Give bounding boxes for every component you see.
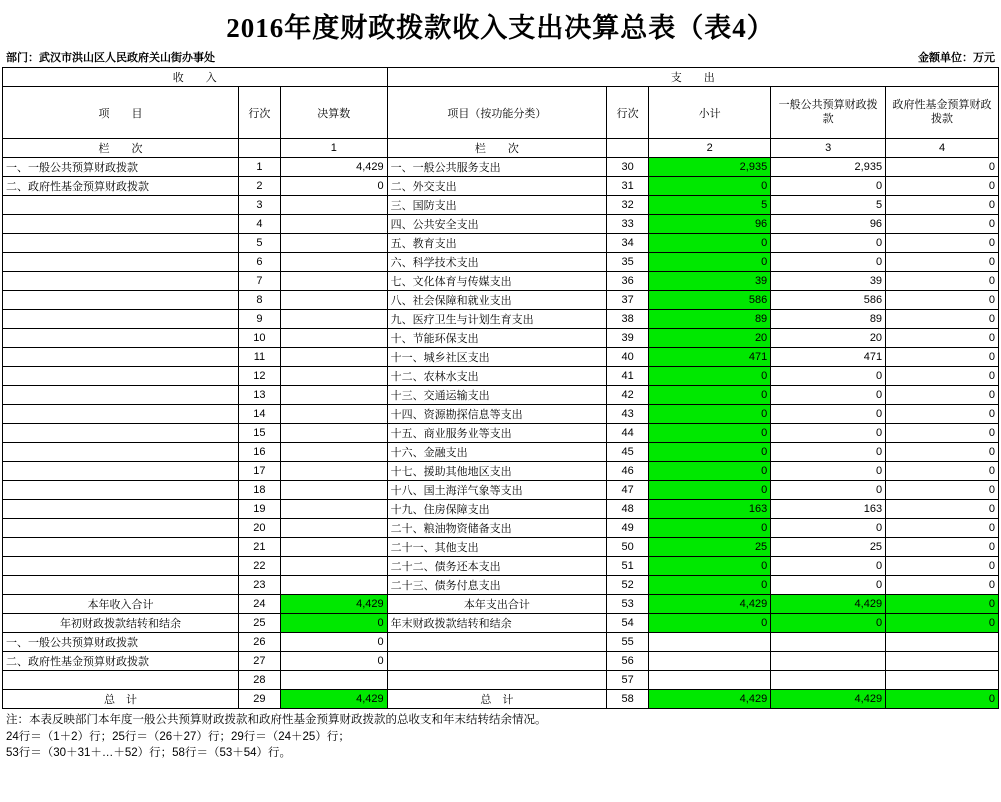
table-row (3, 177, 999, 196)
income-item-cell (3, 367, 239, 386)
income-amount-cell (280, 253, 387, 272)
expense-line-cell: 43 (607, 405, 649, 424)
income-line-cell: 27 (238, 652, 280, 671)
col-number-2: 2 (649, 139, 771, 158)
expense-line-cell: 54 (607, 614, 649, 633)
income-line-cell: 22 (238, 557, 280, 576)
expense-fund-cell: 0 (886, 177, 999, 196)
header-expense-subtotal: 小计 (649, 87, 771, 139)
expense-general-cell: 4,429 (771, 690, 886, 709)
expense-line-cell: 49 (607, 519, 649, 538)
income-line-cell: 12 (238, 367, 280, 386)
expense-fund-cell (886, 671, 999, 690)
income-item-cell: 总 计 (3, 690, 239, 709)
expense-fund-cell: 0 (886, 557, 999, 576)
income-line-cell: 4 (238, 215, 280, 234)
table-row (3, 329, 999, 348)
expense-fund-cell: 0 (886, 215, 999, 234)
expense-subtotal-cell: 0 (649, 253, 771, 272)
expense-fund-cell: 0 (886, 481, 999, 500)
expense-item-cell: 十八、国土海洋气象等支出 (387, 481, 606, 500)
income-item-cell: 二、政府性基金预算财政拨款 (3, 652, 239, 671)
expense-line-cell: 41 (607, 367, 649, 386)
table-row (3, 500, 999, 519)
expense-subtotal-cell: 0 (649, 462, 771, 481)
expense-subtotal-cell: 0 (649, 234, 771, 253)
expense-fund-cell: 0 (886, 386, 999, 405)
income-line-cell: 2 (238, 177, 280, 196)
expense-subtotal-cell: 4,429 (649, 690, 771, 709)
report-page (0, 6, 1001, 802)
table-summary-row (3, 595, 999, 614)
expense-general-cell: 0 (771, 424, 886, 443)
income-amount-cell: 0 (280, 614, 387, 633)
expense-line-cell: 39 (607, 329, 649, 348)
expense-item-cell: 二十一、其他支出 (387, 538, 606, 557)
expense-item-cell (387, 633, 606, 652)
expense-item-cell (387, 652, 606, 671)
income-line-cell: 25 (238, 614, 280, 633)
expense-line-cell: 56 (607, 652, 649, 671)
expense-item-cell: 年末财政拨款结转和结余 (387, 614, 606, 633)
expense-line-cell: 52 (607, 576, 649, 595)
expense-general-cell: 20 (771, 329, 886, 348)
expense-fund-cell: 0 (886, 348, 999, 367)
expense-fund-cell: 0 (886, 443, 999, 462)
column-number-row (3, 139, 999, 158)
income-line-cell: 19 (238, 500, 280, 519)
expense-subtotal-cell (649, 633, 771, 652)
expense-item-cell (387, 671, 606, 690)
income-amount-cell (280, 462, 387, 481)
header-expense-general: 一般公共预算财政拨款 (771, 87, 886, 139)
expense-line-cell: 33 (607, 215, 649, 234)
table-row (3, 538, 999, 557)
income-item-cell (3, 291, 239, 310)
expense-item-cell: 十、节能环保支出 (387, 329, 606, 348)
expense-general-cell: 0 (771, 177, 886, 196)
expense-line-cell: 44 (607, 424, 649, 443)
income-item-cell (3, 348, 239, 367)
table-row (3, 348, 999, 367)
table-row (3, 576, 999, 595)
table-row (3, 481, 999, 500)
income-item-cell: 一、一般公共预算财政拨款 (3, 633, 239, 652)
footnotes (6, 712, 997, 762)
expense-fund-cell: 0 (886, 329, 999, 348)
income-amount-cell (280, 310, 387, 329)
expense-general-cell: 2,935 (771, 158, 886, 177)
table-summary-row (3, 633, 999, 652)
header-income-amount: 决算数 (280, 87, 387, 139)
expense-line-cell: 57 (607, 671, 649, 690)
expense-line-cell: 53 (607, 595, 649, 614)
header-expense-line: 行次 (607, 87, 649, 139)
table-summary-row (3, 652, 999, 671)
income-amount-cell (280, 405, 387, 424)
income-line-cell: 24 (238, 595, 280, 614)
expense-general-cell: 0 (771, 253, 886, 272)
expense-subtotal-cell: 0 (649, 576, 771, 595)
table-row (3, 557, 999, 576)
table-row (3, 443, 999, 462)
income-line-cell: 7 (238, 272, 280, 291)
income-item-cell (3, 424, 239, 443)
expense-fund-cell: 0 (886, 595, 999, 614)
income-amount-cell (280, 576, 387, 595)
table-row (3, 462, 999, 481)
expense-item-cell: 三、国防支出 (387, 196, 606, 215)
income-amount-cell (280, 215, 387, 234)
expense-general-cell: 0 (771, 443, 886, 462)
header-expense-item: 项目（按功能分类） (387, 87, 606, 139)
expense-fund-cell: 0 (886, 367, 999, 386)
expense-item-cell: 二十三、债务付息支出 (387, 576, 606, 595)
expense-item-cell: 总 计 (387, 690, 606, 709)
income-amount-cell (280, 234, 387, 253)
department-label: 部门：武汉市洪山区人民政府关山街办事处 (6, 52, 215, 64)
expense-line-cell: 32 (607, 196, 649, 215)
expense-fund-cell: 0 (886, 614, 999, 633)
income-item-cell (3, 443, 239, 462)
expense-item-cell: 十七、援助其他地区支出 (387, 462, 606, 481)
expense-item-cell: 八、社会保障和就业支出 (387, 291, 606, 310)
income-item-cell (3, 329, 239, 348)
income-item-cell (3, 481, 239, 500)
expense-line-cell: 31 (607, 177, 649, 196)
expense-subtotal-cell (649, 652, 771, 671)
income-item-cell (3, 462, 239, 481)
table-row (3, 291, 999, 310)
expense-line-cell: 42 (607, 386, 649, 405)
budget-table (2, 67, 999, 709)
header-income-item: 项 目 (3, 87, 239, 139)
expense-subtotal-cell: 471 (649, 348, 771, 367)
group-header-expense: 支 出 (387, 68, 998, 87)
income-line-cell: 6 (238, 253, 280, 272)
expense-line-cell: 55 (607, 633, 649, 652)
income-amount-cell: 0 (280, 652, 387, 671)
group-header-income: 收 入 (3, 68, 388, 87)
expense-fund-cell: 0 (886, 519, 999, 538)
income-line-cell: 17 (238, 462, 280, 481)
income-item-cell: 年初财政拨款结转和结余 (3, 614, 239, 633)
income-item-cell (3, 234, 239, 253)
income-item-cell: 本年收入合计 (3, 595, 239, 614)
income-line-cell: 14 (238, 405, 280, 424)
table-summary-row (3, 614, 999, 633)
income-item-cell (3, 215, 239, 234)
expense-item-cell: 十五、商业服务业等支出 (387, 424, 606, 443)
income-item-cell (3, 519, 239, 538)
footnote-1: 24行＝（1＋2）行；25行＝（26＋27）行；29行＝（24＋25）行； (6, 730, 350, 743)
income-amount-cell (280, 272, 387, 291)
expense-general-cell (771, 633, 886, 652)
expense-fund-cell: 0 (886, 690, 999, 709)
expense-general-cell (771, 652, 886, 671)
expense-item-cell: 本年支出合计 (387, 595, 606, 614)
expense-subtotal-cell: 0 (649, 443, 771, 462)
income-line-cell: 26 (238, 633, 280, 652)
income-amount-cell (280, 348, 387, 367)
expense-fund-cell: 0 (886, 405, 999, 424)
column-header-row (3, 87, 999, 139)
expense-subtotal-cell: 96 (649, 215, 771, 234)
expense-item-cell: 十三、交通运输支出 (387, 386, 606, 405)
expense-line-cell: 45 (607, 443, 649, 462)
expense-line-cell: 47 (607, 481, 649, 500)
income-amount-cell (280, 196, 387, 215)
expense-general-cell: 0 (771, 405, 886, 424)
income-amount-cell: 0 (280, 177, 387, 196)
income-line-cell: 28 (238, 671, 280, 690)
expense-line-cell: 30 (607, 158, 649, 177)
expense-general-cell: 39 (771, 272, 886, 291)
income-amount-cell (280, 424, 387, 443)
income-item-cell (3, 671, 239, 690)
table-row (3, 310, 999, 329)
expense-line-cell: 36 (607, 272, 649, 291)
expense-fund-cell: 0 (886, 196, 999, 215)
expense-general-cell: 471 (771, 348, 886, 367)
expense-fund-cell: 0 (886, 462, 999, 481)
expense-general-cell: 0 (771, 614, 886, 633)
table-row (3, 253, 999, 272)
income-amount-cell (280, 443, 387, 462)
income-item-cell (3, 310, 239, 329)
income-amount-cell: 4,429 (280, 690, 387, 709)
expense-line-cell: 38 (607, 310, 649, 329)
income-item-cell (3, 405, 239, 424)
expense-subtotal-cell: 0 (649, 481, 771, 500)
expense-subtotal-cell: 0 (649, 177, 771, 196)
expense-subtotal-cell: 2,935 (649, 158, 771, 177)
expense-subtotal-cell: 0 (649, 424, 771, 443)
expense-fund-cell: 0 (886, 538, 999, 557)
header-expense-fund: 政府性基金预算财政拨款 (886, 87, 999, 139)
expense-item-cell: 五、教育支出 (387, 234, 606, 253)
expense-general-cell (771, 671, 886, 690)
income-line-cell: 18 (238, 481, 280, 500)
expense-item-cell: 一、一般公共服务支出 (387, 158, 606, 177)
expense-subtotal-cell: 89 (649, 310, 771, 329)
income-line-cell: 23 (238, 576, 280, 595)
expense-fund-cell: 0 (886, 272, 999, 291)
income-amount-cell: 4,429 (280, 595, 387, 614)
expense-subtotal-cell: 163 (649, 500, 771, 519)
table-row (3, 158, 999, 177)
expense-fund-cell (886, 652, 999, 671)
table-row (3, 405, 999, 424)
expense-subtotal-cell: 0 (649, 614, 771, 633)
income-line-cell: 16 (238, 443, 280, 462)
expense-subtotal-cell: 25 (649, 538, 771, 557)
group-header-row (3, 68, 999, 87)
expense-general-cell: 0 (771, 234, 886, 253)
expense-fund-cell: 0 (886, 158, 999, 177)
income-item-cell (3, 196, 239, 215)
income-line-cell: 1 (238, 158, 280, 177)
expense-general-cell: 0 (771, 557, 886, 576)
expense-item-cell: 十一、城乡社区支出 (387, 348, 606, 367)
expense-line-cell: 51 (607, 557, 649, 576)
expense-item-cell: 十九、住房保障支出 (387, 500, 606, 519)
table-row (3, 386, 999, 405)
expense-line-cell: 40 (607, 348, 649, 367)
table-summary-row (3, 671, 999, 690)
income-item-cell (3, 557, 239, 576)
income-line-cell: 10 (238, 329, 280, 348)
income-line-cell: 21 (238, 538, 280, 557)
income-amount-cell (280, 291, 387, 310)
col-label-expense: 栏 次 (387, 139, 606, 158)
table-row (3, 424, 999, 443)
income-item-cell (3, 386, 239, 405)
income-item-cell (3, 500, 239, 519)
footnote-0: 注：本表反映部门本年度一般公共预算财政拨款和政府性基金预算财政拨款的总收支和年末结转结余情况。 (6, 714, 547, 726)
expense-item-cell: 二十二、债务还本支出 (387, 557, 606, 576)
expense-line-cell: 34 (607, 234, 649, 253)
expense-general-cell: 5 (771, 196, 886, 215)
expense-subtotal-cell: 0 (649, 367, 771, 386)
expense-subtotal-cell: 39 (649, 272, 771, 291)
income-line-cell: 29 (238, 690, 280, 709)
expense-general-cell: 0 (771, 519, 886, 538)
income-line-cell: 5 (238, 234, 280, 253)
income-amount-cell (280, 386, 387, 405)
expense-general-cell: 0 (771, 367, 886, 386)
income-line-cell: 8 (238, 291, 280, 310)
expense-item-cell: 二、外交支出 (387, 177, 606, 196)
income-line-cell: 13 (238, 386, 280, 405)
income-amount-cell (280, 481, 387, 500)
col-label-income: 栏 次 (3, 139, 239, 158)
expense-general-cell: 0 (771, 576, 886, 595)
income-item-cell: 一、一般公共预算财政拨款 (3, 158, 239, 177)
income-item-cell (3, 253, 239, 272)
header-income-line: 行次 (238, 87, 280, 139)
expense-general-cell: 25 (771, 538, 886, 557)
expense-item-cell: 四、公共安全支出 (387, 215, 606, 234)
col-number-3: 3 (771, 139, 886, 158)
expense-line-cell: 46 (607, 462, 649, 481)
expense-subtotal-cell: 0 (649, 557, 771, 576)
income-amount-cell: 0 (280, 633, 387, 652)
expense-line-cell: 58 (607, 690, 649, 709)
expense-subtotal-cell: 0 (649, 519, 771, 538)
expense-fund-cell: 0 (886, 310, 999, 329)
page-title: 2016年度财政拨款收入支出决算总表（表4） (226, 13, 775, 43)
expense-line-cell: 50 (607, 538, 649, 557)
income-line-cell: 15 (238, 424, 280, 443)
expense-general-cell: 89 (771, 310, 886, 329)
col-blank-expense-line (607, 139, 649, 158)
expense-fund-cell: 0 (886, 234, 999, 253)
expense-line-cell: 37 (607, 291, 649, 310)
income-item-cell: 二、政府性基金预算财政拨款 (3, 177, 239, 196)
expense-item-cell: 七、文化体育与传媒支出 (387, 272, 606, 291)
table-row (3, 234, 999, 253)
expense-general-cell: 0 (771, 481, 886, 500)
income-amount-cell (280, 538, 387, 557)
col-blank-income-line (238, 139, 280, 158)
expense-subtotal-cell (649, 671, 771, 690)
expense-general-cell: 0 (771, 386, 886, 405)
table-row (3, 367, 999, 386)
expense-subtotal-cell: 20 (649, 329, 771, 348)
income-amount-cell (280, 500, 387, 519)
expense-general-cell: 4,429 (771, 595, 886, 614)
income-item-cell (3, 272, 239, 291)
expense-item-cell: 十六、金融支出 (387, 443, 606, 462)
income-line-cell: 11 (238, 348, 280, 367)
footnote-2: 53行＝（30＋31＋…＋52）行；58行＝（53＋54）行。 (6, 747, 292, 760)
expense-subtotal-cell: 4,429 (649, 595, 771, 614)
expense-general-cell: 163 (771, 500, 886, 519)
expense-subtotal-cell: 5 (649, 196, 771, 215)
income-amount-cell (280, 671, 387, 690)
unit-label: 金额单位：万元 (918, 52, 995, 64)
expense-fund-cell: 0 (886, 253, 999, 272)
income-amount-cell (280, 557, 387, 576)
expense-item-cell: 十四、资源勘探信息等支出 (387, 405, 606, 424)
income-item-cell (3, 576, 239, 595)
income-amount-cell: 4,429 (280, 158, 387, 177)
expense-fund-cell: 0 (886, 424, 999, 443)
expense-general-cell: 96 (771, 215, 886, 234)
expense-fund-cell: 0 (886, 500, 999, 519)
expense-fund-cell (886, 633, 999, 652)
table-row (3, 519, 999, 538)
expense-item-cell: 十二、农林水支出 (387, 367, 606, 386)
income-item-cell (3, 538, 239, 557)
income-line-cell: 20 (238, 519, 280, 538)
table-row (3, 272, 999, 291)
expense-item-cell: 六、科学技术支出 (387, 253, 606, 272)
expense-item-cell: 九、医疗卫生与计划生育支出 (387, 310, 606, 329)
income-amount-cell (280, 519, 387, 538)
income-line-cell: 3 (238, 196, 280, 215)
expense-subtotal-cell: 0 (649, 386, 771, 405)
income-amount-cell (280, 329, 387, 348)
table-row (3, 215, 999, 234)
expense-line-cell: 35 (607, 253, 649, 272)
expense-subtotal-cell: 586 (649, 291, 771, 310)
expense-fund-cell: 0 (886, 576, 999, 595)
income-amount-cell (280, 367, 387, 386)
expense-general-cell: 586 (771, 291, 886, 310)
col-number-1: 1 (280, 139, 387, 158)
expense-general-cell: 0 (771, 462, 886, 481)
col-number-4: 4 (886, 139, 999, 158)
subtitle-line (2, 49, 999, 67)
expense-line-cell: 48 (607, 500, 649, 519)
table-summary-row (3, 690, 999, 709)
expense-subtotal-cell: 0 (649, 405, 771, 424)
table-row (3, 196, 999, 215)
income-line-cell: 9 (238, 310, 280, 329)
expense-fund-cell: 0 (886, 291, 999, 310)
expense-item-cell: 二十、粮油物资储备支出 (387, 519, 606, 538)
